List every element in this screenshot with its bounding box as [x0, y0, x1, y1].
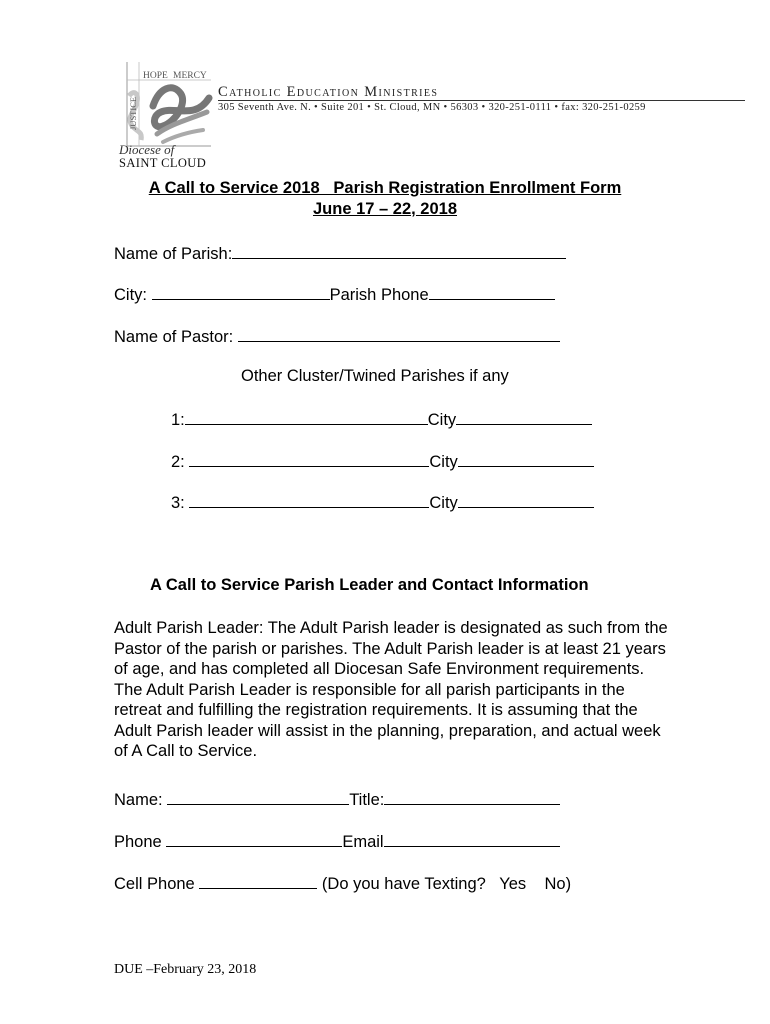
cluster-city-label: City: [429, 453, 458, 471]
title-field[interactable]: [384, 788, 560, 805]
name-title-row: [114, 788, 560, 810]
phone-email-row: [114, 830, 560, 852]
cluster-city-field[interactable]: [458, 450, 594, 467]
name-field[interactable]: [167, 788, 349, 805]
cluster-row-3: [171, 491, 594, 513]
org-address: 305 Seventh Ave. N. • Suite 201 • St. Cloud, MN • 56303 • 320-251-0111 • fax: 320-251-0259: [218, 102, 646, 113]
parish-phone-label: Parish Phone: [329, 286, 429, 304]
cluster-parish-field[interactable]: [189, 491, 429, 508]
pastor-field[interactable]: [238, 325, 560, 342]
logo-word-hope: HOPE: [143, 71, 168, 81]
parish-phone-field[interactable]: [429, 283, 555, 300]
diocese-name: SAINT CLOUD: [119, 156, 207, 170]
org-name: Catholic Education Ministries: [218, 84, 439, 100]
cluster-parish-field[interactable]: [189, 450, 429, 467]
cluster-heading: Other Cluster/Twined Parishes if any: [241, 367, 509, 385]
phone-label: Phone: [114, 833, 162, 851]
cluster-row-number: 2:: [171, 453, 185, 471]
cluster-city-field[interactable]: [458, 491, 594, 508]
letterhead-rule: [218, 100, 745, 101]
texting-question: (Do you have Texting? Yes No): [321, 875, 572, 893]
email-field[interactable]: [384, 830, 560, 847]
leader-section-heading: A Call to Service Parish Leader and Contact Information: [150, 576, 589, 594]
logo-word-justice: JUSTICE: [128, 96, 138, 130]
cell-phone-row: [114, 872, 571, 894]
leader-description: Adult Parish Leader: The Adult Parish leader is designated as such from the Pastor of the parish or parishes. The Adult Parish leader is at least 21 years of age, and has completed all Diocesan Safe Environment requirements. The Adult Parish Leader is responsible for all parish participants in the retreat and fulfilling the registration requirements. It is assuming that the Adult Parish leader will assist in the planning, preparation, and actual week of A Call to Service.: [114, 619, 668, 760]
cluster-row-1: [171, 408, 592, 430]
title-label: Title:: [349, 791, 385, 809]
cluster-city-field[interactable]: [456, 408, 592, 425]
pastor-label: Name of Pastor:: [114, 328, 234, 346]
parish-name-row: [114, 242, 566, 264]
logo-word-mercy: MERCY: [173, 71, 207, 81]
pastor-row: [114, 325, 560, 347]
cluster-row-number: 3:: [171, 494, 185, 512]
letterhead: [115, 60, 745, 172]
cluster-city-label: City: [429, 494, 458, 512]
cluster-row-number: 1:: [171, 411, 185, 429]
city-label: City:: [114, 286, 147, 304]
cell-phone-field[interactable]: [199, 872, 317, 889]
cluster-parish-field[interactable]: [185, 408, 428, 425]
parish-name-field[interactable]: [232, 242, 566, 259]
cluster-city-label: City: [427, 411, 457, 429]
diocese-prefix: Diocese of: [119, 142, 175, 157]
form-dates: June 17 – 22, 2018: [312, 200, 458, 218]
parish-name-label: Name of Parish:: [114, 245, 233, 263]
form-title: A Call to Service 2018 Parish Registration Enrollment Form: [148, 179, 622, 197]
city-phone-row: [114, 283, 555, 305]
cluster-row-2: [171, 450, 594, 472]
cell-phone-label: Cell Phone: [114, 875, 195, 893]
name-label: Name:: [114, 791, 163, 809]
email-label: Email: [342, 833, 384, 851]
phone-field[interactable]: [166, 830, 342, 847]
city-field[interactable]: [152, 283, 330, 300]
due-date: DUE –February 23, 2018: [114, 962, 257, 977]
